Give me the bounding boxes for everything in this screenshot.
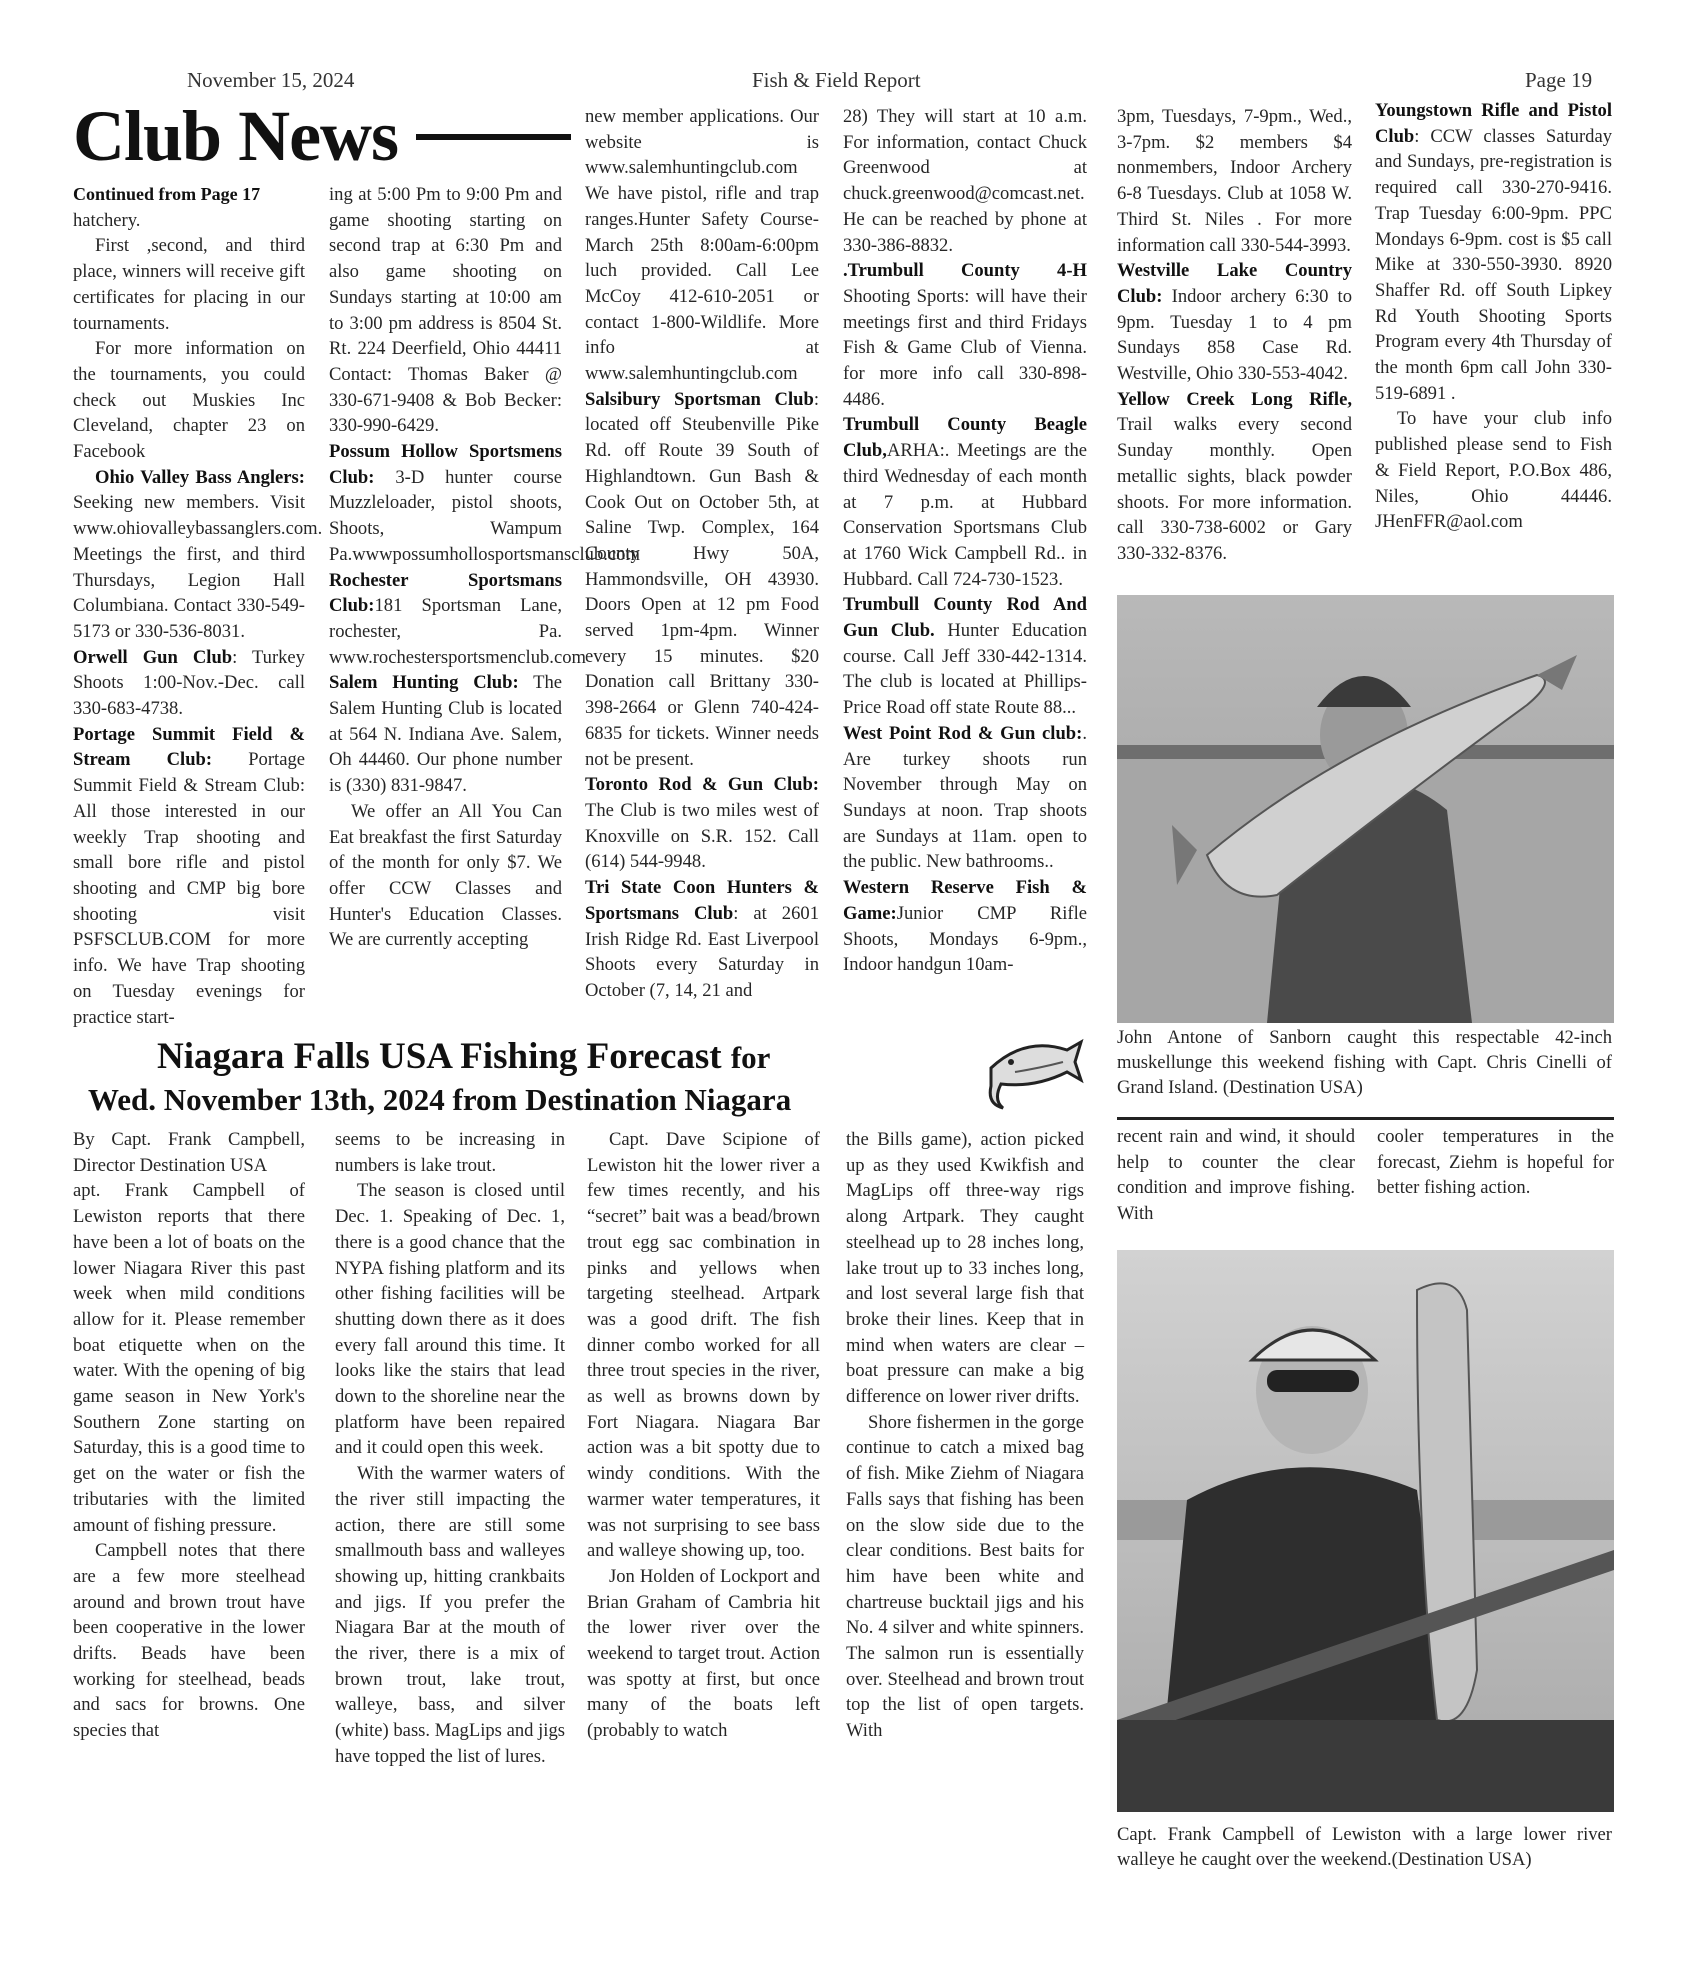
club-entry: West Point Rod & Gun club:. Are turkey shoots run November through May on Sundays at noon. Trap shoots are Sundays at 11am. open to the public. New bathrooms.. bbox=[843, 722, 1087, 873]
forecast-column-5 bbox=[1117, 1124, 1355, 1234]
walleye-photo-image bbox=[1117, 1250, 1614, 1812]
club-name: Western Reserve Fish & Game: bbox=[843, 877, 1087, 924]
club-entry: Toronto Rod & Gun Club: The Club is two miles west of Knoxville on S.R. 152. Call (614) 544-9948. bbox=[585, 774, 819, 873]
club-entry: Rochester Sportsmans Club:181 Sportsman Lane, rochester, Pa. www.rochestersportsmenclub.com bbox=[329, 569, 586, 668]
paragraph: With the warmer waters of the river still impacting the action, there are still some smallmouth bass and walleyes showing up, hitting crankbaits and jigs. If you prefer the Niagara Bar at the mouth of the river, there is a mix of brown trout, lake trout, walleye, bass, and silver (white) bass. MagLips and jigs have topped the list of lures. bbox=[335, 1463, 565, 1767]
paragraph: Shore fishermen in the gorge continue to catch a mixed bag of fish. Mike Ziehm of Niagara Falls says that fishing has been on the slow side due to the clear conditions. Best baits for him have been white and chartreuse bucktail jigs and his No. 4 silver and white spinners. The salmon run is essentially over. Steelhead and brown trout top the list of open targets. With bbox=[846, 1411, 1084, 1742]
club-entry: Trumbull County Rod And Gun Club. Hunter Education course. Call Jeff 330-442-1314. The club is located at Phillips-Price Road off state Route 88... bbox=[843, 594, 1088, 719]
club-entry: Portage Summit Field & Stream Club: Portage Summit Field & Stream Club: All those interested in our weekly Trap shooting and small bore rifle and pistol shooting and CMP big bore shooting visit PSFSCLUB.COM for more info. We have Trap shooting on Tuesday evenings for practice start- bbox=[73, 723, 305, 1028]
club-name: Ohio Valley Bass Anglers: bbox=[95, 466, 305, 488]
paragraph: new member applications. Our website is www.salemhuntingclub.com We have pistol, rifle and trap ranges.Hunter Safety Course-March 25th 8:00am-6:00pm luch provided. Call Lee McCoy 412-610-2051 or contact 1-800-Wildlife. More info at www.salemhuntingclub.com bbox=[585, 106, 819, 385]
forecast-column-3 bbox=[587, 1127, 820, 1927]
club-news-column-2 bbox=[329, 182, 640, 1017]
walleye-photo bbox=[1117, 1250, 1614, 1812]
club-name: Salem Hunting Club: bbox=[329, 672, 519, 694]
club-name: Orwell Gun Club bbox=[73, 646, 233, 668]
club-name: Tri State Coon Hunters & Sportsmans Club bbox=[585, 877, 819, 924]
club-entry: Tri State Coon Hunters & Sportsmans Club: at 2601 Irish Ridge Rd. East Liverpool Shoots every Saturday in October (7, 14, 21 and bbox=[585, 877, 819, 1001]
club-entry: Salem Hunting Club: The Salem Hunting Club is located at 564 N. Indiana Ave. Salem, Oh 44460. Our phone number is (330) 831-9847. bbox=[329, 672, 562, 797]
paragraph: For more information on the tournaments, you could check out Muskies Inc Cleveland, chapter 23 on Facebook bbox=[73, 338, 305, 463]
club-news-column-1 bbox=[73, 182, 323, 1028]
club-entry: .Trumbull County 4-H Shooting Sports: will have their meetings first and third Fridays Fish & Game Club of Vienna. for more info call 330-898-4486. bbox=[843, 260, 1087, 410]
club-entry: Ohio Valley Bass Anglers: Seeking new members. Visit www.ohiovalleybassanglers.com. Meetings the first, and third Thursdays, Legion Hall Columbiana. Contact 330-549-5173 or 330-536-8031. bbox=[73, 466, 323, 642]
header-page-number: Page 19 bbox=[1525, 68, 1593, 92]
club-name: West Point Rod & Gun club: bbox=[843, 722, 1083, 744]
club-name: Portage Summit Field & Stream Club: bbox=[73, 723, 305, 771]
musky-photo bbox=[1117, 595, 1614, 1023]
continued-label: Continued from Page 17 bbox=[73, 184, 261, 204]
forecast-headline-line-1 bbox=[157, 1038, 770, 1075]
club-entry: Orwell Gun Club: Turkey Shoots 1:00-Nov.-Dec. call 330-683-4738. bbox=[73, 646, 305, 720]
club-name: Trumbull County Beagle Club, bbox=[843, 414, 1087, 462]
paragraph: Capt. Dave Scipione of Lewiston hit the lower river a few times recently, and his “secret” bait was a bead/brown trout egg sac combination in pinks and yellows when targeting steelhead. Artpark was a good drift. The fish dinner combo worked for all three trout species in the river, as well as browns down by Fort Niagara. Niagara Bar action was a bit spotty due to windy conditions. With the warmer water temperatures, it was not surprising to see bass and walleye showing up, too. bbox=[587, 1129, 820, 1562]
header-date: November 15, 2024 bbox=[187, 68, 355, 92]
club-name: Yellow Creek Long Rifle, bbox=[1117, 388, 1352, 410]
club-name: Salsibury Sportsman Club bbox=[585, 388, 814, 410]
forecast-column-4 bbox=[846, 1127, 1084, 1927]
forecast-headline-main: Niagara Falls USA Fishing Forecast bbox=[157, 1036, 722, 1077]
musky-photo-caption: John Antone of Sanborn caught this respectable 42-inch muskellunge this weekend fishing with Capt. Chris Cinelli of Grand Island. (Destination USA) bbox=[1117, 1027, 1612, 1098]
club-news-column-3 bbox=[585, 104, 819, 1017]
club-name: Trumbull County Rod And Gun Club. bbox=[843, 594, 1087, 642]
club-entry: Trumbull County Beagle Club,ARHA:. Meetings are the third Wednesday of each month at 7 p.m. at Hubbard Conservation Sportsmans Club at 1760 Wick Campbell Rd.. in Hubbard. Call 724-730-1523. bbox=[843, 414, 1087, 590]
club-entry: Western Reserve Fish & Game:Junior CMP Rifle Shoots, Mondays 6-9pm., Indoor handgun 10am- bbox=[843, 877, 1087, 976]
paragraph: the Bills game), action picked up as they used Kwikfish and MagLips off three-way rigs along Artpark. They caught steelhead up to 28 inches long, lake trout up to 33 inches long, and lost several large fish that broke their lines. Keep that in mind when waters are clear – boat pressure can make a big difference on lower river drifts. bbox=[846, 1129, 1084, 1408]
club-news-column-6 bbox=[1375, 98, 1612, 578]
forecast-column-2 bbox=[335, 1127, 565, 1927]
forecast-headline-for: for bbox=[730, 1040, 771, 1075]
club-name: Toronto Rod & Gun Club: bbox=[585, 774, 819, 796]
forecast-headline-line-2: Wed. November 13th, 2024 from Destination Niagara bbox=[88, 1082, 792, 1117]
paragraph: 3pm, Tuesdays, 7-9pm., Wed., 3-7pm. $2 members $4 nonmembers, Indoor Archery 6-8 Tuesdays. Club at 1058 W. Third St. Niles . For more information call 330-544-3993. bbox=[1117, 106, 1352, 256]
club-entry: Possum Hollow Sportsmens Club: 3-D hunter course Muzzleloader, pistol shoots, Shoots, Wampum Pa.wwwpossumhollosportsmansclub.com bbox=[329, 441, 640, 565]
musky-photo-image bbox=[1117, 595, 1614, 1023]
byline: By Capt. Frank Campbell, Director Destination USA bbox=[73, 1129, 305, 1176]
forecast-column-1 bbox=[73, 1127, 305, 1927]
paragraph: seems to be increasing in numbers is lake trout. bbox=[335, 1129, 565, 1176]
club-entry: Salsibury Sportsman Club: located off Steubenville Pike Rd. off Route 39 South of Highlandtown. Gun Bash & Cook Out on October 5th, at Saline Twp. Complex, 164 County Hwy 50A, Hammondsville, OH 43930. Doors Open at 12 pm Food served 1pm-4pm. Winner every 15 minutes. $20 Donation call Brittany 330-398-2664 or Glenn 740-424-6835 for tickets. Winner needs not be present. bbox=[585, 388, 819, 770]
walleye-photo-caption: Capt. Frank Campbell of Lewiston with a large lower river walleye he caught over the weekend.(Destination USA) bbox=[1117, 1824, 1612, 1870]
section-divider-rule bbox=[1117, 1117, 1614, 1120]
paragraph: ing at 5:00 Pm to 9:00 Pm and game shooting starting on second trap at 6:30 Pm and also game shooting on Sundays starting at 10:00 am to 3:00 pm address is 8504 St. Rt. 224 Deerfield, Ohio 44411 Contact: Thomas Baker @ 330-671-9408 & Bob Becker: 330-990-6429. bbox=[329, 184, 562, 437]
paragraph: hatchery. bbox=[73, 209, 141, 231]
paragraph: recent rain and wind, it should help to counter the clear condition and improve fishing. With bbox=[1117, 1126, 1355, 1225]
paragraph: apt. Frank Campbell of Lewiston reports that there have been a lot of boats on the lower Niagara River this past week when mild conditions allow for it. Please remember boat etiquette when on the water. With the opening of big game season in New York's Southern Zone starting on Saturday, this is a good time to get on the water or fish the tributaries with the limited amount of fishing pressure. bbox=[73, 1180, 305, 1536]
club-name: Rochester Sportsmans Club: bbox=[329, 569, 562, 617]
club-news-column-5 bbox=[1117, 104, 1352, 574]
paragraph: To have your club info published please send to Fish & Field Report, P.O.Box 486, Niles, Ohio 44446. JHenFFR@aol.com bbox=[1375, 408, 1612, 533]
paragraph: First ,second, and third place, winners will receive gift certificates for placing in our tournaments. bbox=[73, 235, 305, 334]
club-entry: Youngstown Rifle and Pistol Club: CCW classes Saturday and Sundays, pre-registration is required call 330-270-9416. Trap Tuesday 6:00-9pm. PPC Mondays 6-9pm. cost is $5 call Mike at 330-550-3930. 8920 Shaffer Rd. off South Lipkey Rd Youth Shooting Sports Program every 4th Thursday of the month 6pm call John 330-519-6891 . bbox=[1375, 100, 1612, 404]
paragraph: Jon Holden of Lockport and Brian Graham of Cambria hit the lower river over the weekend to target trout. Action was spotty at first, but once many of the boats left (probably to watch bbox=[587, 1565, 820, 1742]
title-rule bbox=[416, 134, 571, 140]
club-news-column-4 bbox=[843, 104, 1087, 1017]
paragraph: Campbell notes that there are a few more steelhead around and brown trout have been cooperative in the lower drifts. Beads have been working for steelhead, beads and sacs for browns. One species that bbox=[73, 1540, 305, 1742]
fish-illustration bbox=[985, 1028, 1085, 1113]
header-publication: Fish & Field Report bbox=[752, 68, 921, 92]
club-name: Possum Hollow Sportsmens Club: bbox=[329, 441, 562, 488]
paragraph: The season is closed until Dec. 1. Speaking of Dec. 1, there is a good chance that the NYPA fishing platform and its other fishing facilities will be shutting down there as it does every fall around this time. It looks like the stairs that lead down to the shoreline near the platform have been repaired and it could open this week. bbox=[335, 1180, 565, 1459]
club-entry: Yellow Creek Long Rifle, Trail walks every second Sunday monthly. Open metallic sights, black powder shoots. For more information. call 330-738-6002 or Gary 330-332-8376. bbox=[1117, 388, 1352, 564]
paragraph: cooler temperatures in the forecast, Ziehm is hopeful for better fishing action. bbox=[1377, 1126, 1614, 1199]
club-entry: Westville Lake Country Club: Indoor archery 6:30 to 9pm. Tuesday 1 to 4 pm Sundays 858 Case Rd. Westville, Ohio 330-553-4042. bbox=[1117, 260, 1352, 385]
club-news-title: Club News bbox=[73, 96, 399, 176]
club-name: Youngstown Rifle and Pistol Club bbox=[1375, 100, 1612, 147]
paragraph: We offer an All You Can Eat breakfast the first Saturday of the month for only $7. We offer CCW Classes and Hunter's Education Classes. We are currently accepting bbox=[329, 800, 562, 951]
club-name: Westville Lake Country Club: bbox=[1117, 260, 1352, 307]
paragraph: 28) They will start at 10 a.m. For information, contact Chuck Greenwood at chuck.greenwood@comcast.net. He can be reached by phone at 330-386-8832. bbox=[843, 106, 1087, 256]
club-name: .Trumbull County 4-H bbox=[843, 260, 1087, 282]
forecast-column-6 bbox=[1377, 1124, 1614, 1234]
